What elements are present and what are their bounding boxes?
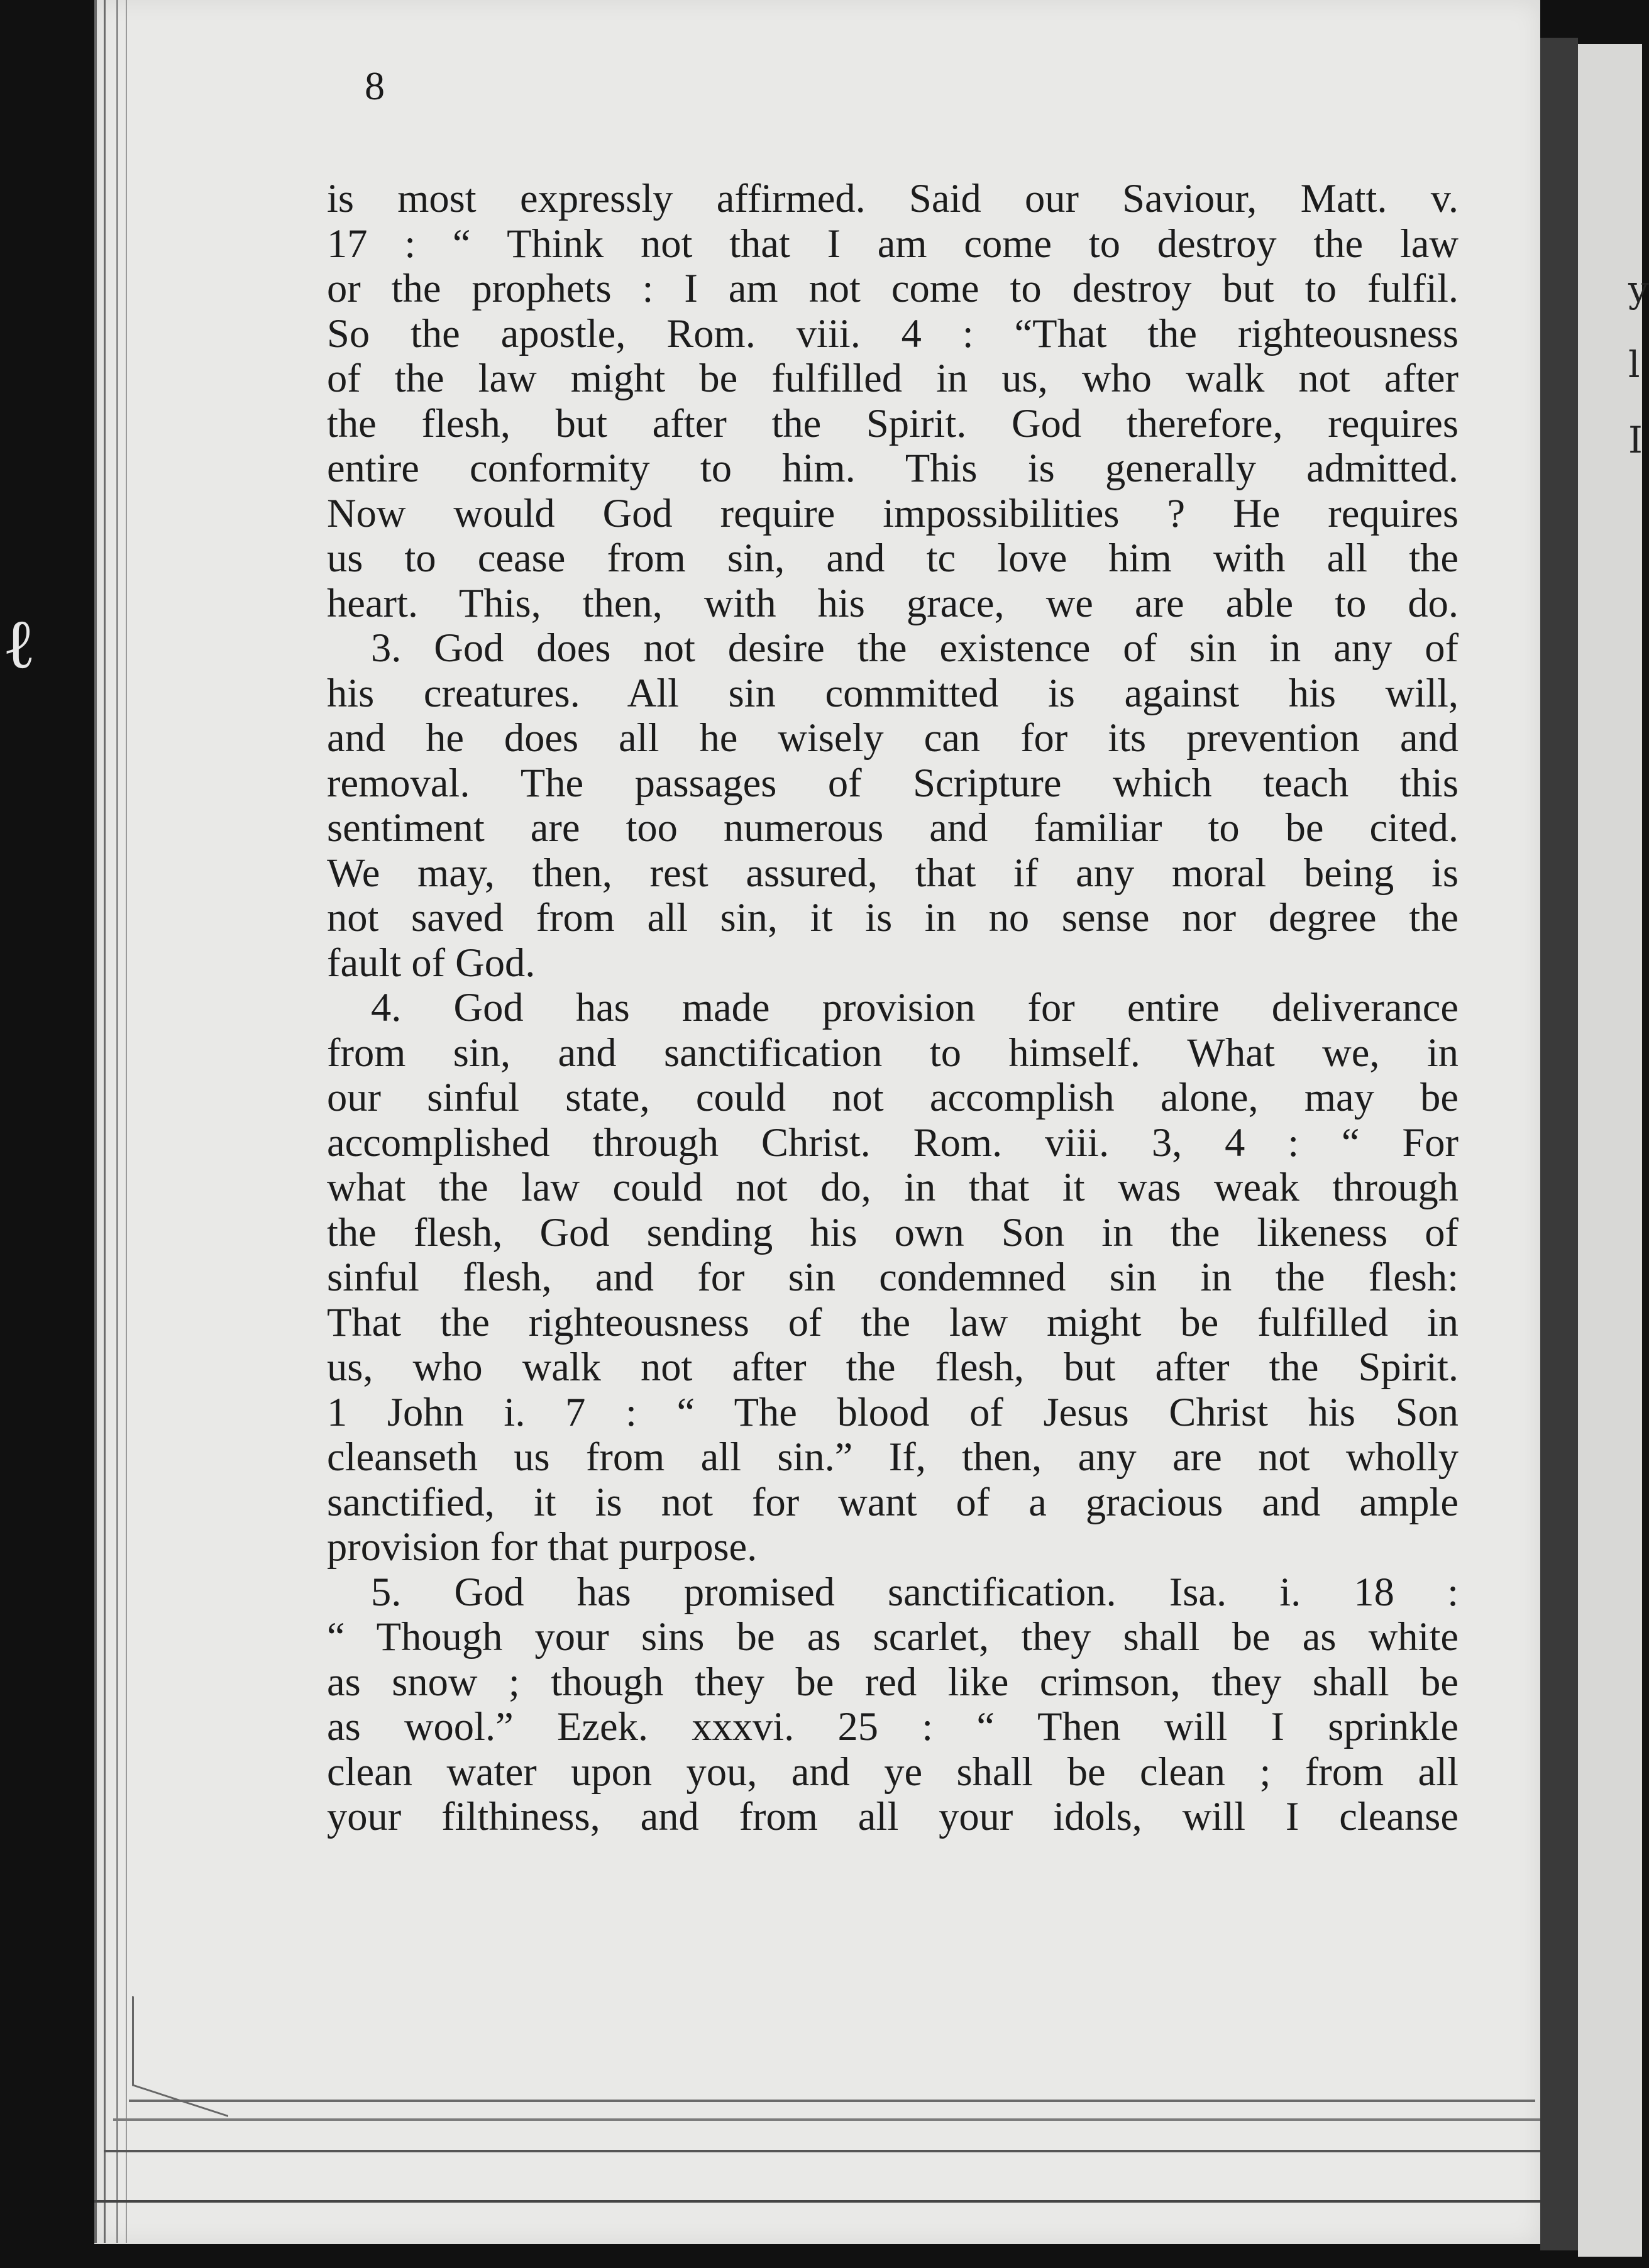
adjacent-letter: l <box>1628 343 1640 386</box>
text-line: heart. This, then, with his grace, we are able to do. <box>327 580 1459 625</box>
page-bottom-edge <box>104 2150 1548 2152</box>
text-line: fault of God. <box>327 940 536 985</box>
text-line: clean water upon you, and ye shall be clean ; from all <box>327 1749 1459 1794</box>
text-line: provision for that purpose. <box>327 1524 758 1569</box>
page-edge <box>126 0 127 2243</box>
text-line: cleanseth us from all sin.” If, then, any are not wholly <box>327 1434 1459 1479</box>
adjacent-page-fragment <box>1628 251 1649 478</box>
text-line: sentiment are too numerous and familiar to be cited. <box>327 805 1459 850</box>
page-bottom-edge <box>94 2200 1548 2203</box>
margin-fragment: ℓ <box>3 603 36 684</box>
text-line: as snow ; though they be red like crimson, they shall be <box>327 1659 1459 1704</box>
text-line: sinful flesh, and for sin condemned sin in the flesh: <box>327 1255 1459 1299</box>
text-line: his creatures. All sin committed is against his will, <box>327 670 1459 715</box>
text-line: We may, then, rest assured, that if any moral being is <box>327 850 1459 895</box>
text-line: entire conformity to him. This is generally admitted. <box>327 446 1459 490</box>
page-edge <box>104 0 106 2243</box>
adjacent-letter: I <box>1628 419 1643 461</box>
text-line: 17 : “ Think not that I am come to destroy the law <box>327 221 1459 266</box>
book-gutter <box>1540 38 1578 2250</box>
text-line: our sinful state, could not accomplish alone, may be <box>327 1075 1459 1120</box>
text-line: removal. The passages of Scripture which teach this <box>327 760 1459 805</box>
page-number: 8 <box>365 63 385 108</box>
text-line: 4. God has made provision for entire deliverance <box>371 985 1459 1030</box>
text-line: not saved from all sin, it is in no sense nor degree the <box>327 895 1459 940</box>
text-line: what the law could not do, in that it was weak through <box>327 1165 1459 1209</box>
text-line: Now would God require impossibilities ? He requires <box>327 490 1459 536</box>
text-line: “ Though your sins be as scarlet, they shall be as white <box>327 1614 1459 1659</box>
text-line: 5. God has promised sanctification. Isa. i. 18 : <box>371 1569 1459 1614</box>
text-line: from sin, and sanctification to himself. What we, in <box>327 1030 1459 1075</box>
text-line: and he does all he wisely can for its prevention and <box>327 715 1459 760</box>
page-edge <box>116 0 118 2243</box>
text-line: accomplished through Christ. Rom. viii. 3, 4 : “ For <box>327 1120 1459 1165</box>
text-line: is most expressly affirmed. Said our Saviour, Matt. v. <box>327 176 1459 221</box>
text-line: 3. God does not desire the existence of sin in any of <box>371 625 1459 670</box>
text-line: sanctified, it is not for want of a gracious and ample <box>327 1479 1459 1524</box>
text-line: us to cease from sin, and tc love him with all the <box>327 536 1459 580</box>
text-line: of the law might be fulfilled in us, who walk not after <box>327 356 1459 400</box>
body-text <box>327 176 1459 1839</box>
adjacent-letter: y <box>1628 268 1649 311</box>
text-line: or the prophets : I am not come to destroy but to fulfil. <box>327 266 1459 311</box>
text-line: your filthiness, and from all your idols, will I cleanse <box>327 1794 1459 1839</box>
text-line: us, who walk not after the flesh, but after the Spirit. <box>327 1345 1459 1389</box>
page-bottom-edge <box>129 2100 1535 2102</box>
page-bottom-edge <box>113 2118 1541 2121</box>
text-line: as wool.” Ezek. xxxvi. 25 : “ Then will I sprinkle <box>327 1704 1459 1749</box>
text-line: the flesh, God sending his own Son in the likeness of <box>327 1209 1459 1255</box>
text-line: the flesh, but after the Spirit. God therefore, requires <box>327 400 1459 446</box>
text-line: That the righteousness of the law might be fulfilled in <box>327 1299 1459 1345</box>
text-line: So the apostle, Rom. viii. 4 : “That the righteousness <box>327 311 1459 356</box>
page-edge <box>94 0 97 2243</box>
text-line: 1 John i. 7 : “ The blood of Jesus Christ his Son <box>327 1389 1459 1434</box>
